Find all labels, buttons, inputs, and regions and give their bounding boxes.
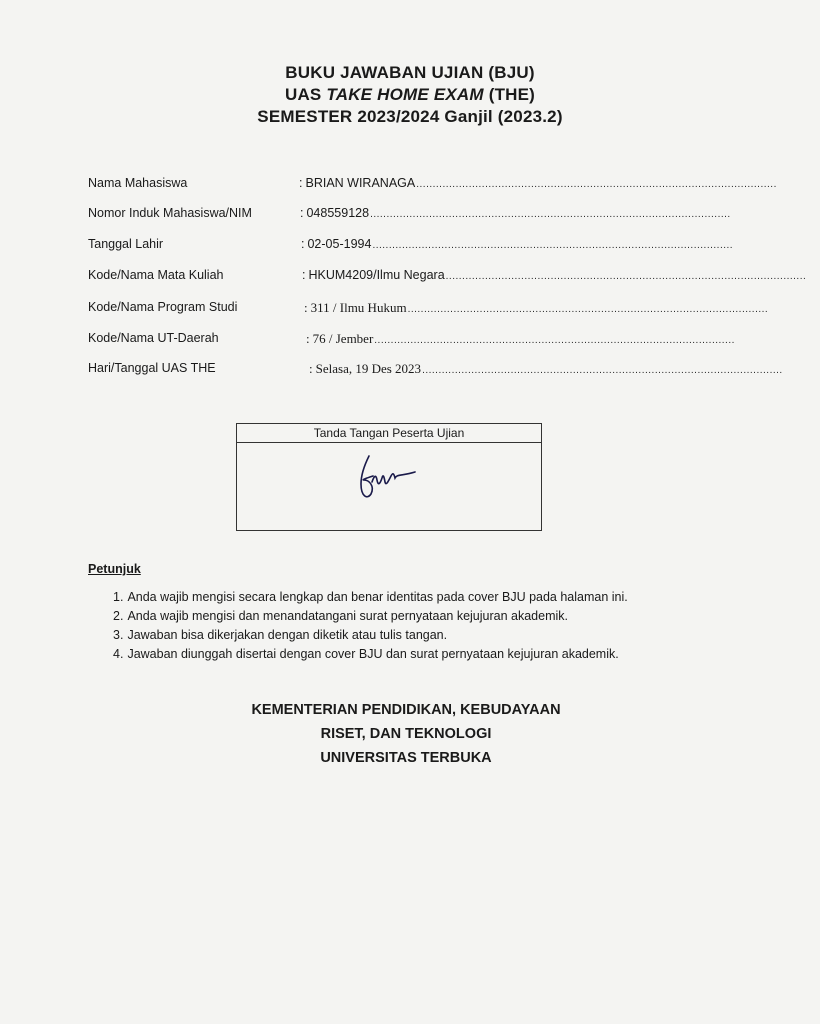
signature-box xyxy=(236,423,542,531)
field-hari-tanggal xyxy=(88,361,783,381)
instructions-list xyxy=(113,588,628,664)
field-value: : HKUM4209/Ilmu Negara .............................................................................................................. xyxy=(302,268,807,282)
institution-line: UNIVERSITAS TERBUKA xyxy=(320,750,492,766)
field-label: Tanggal Lahir xyxy=(88,237,164,251)
instructions-title: Petunjuk xyxy=(88,562,141,576)
field-nim xyxy=(88,206,731,226)
list-item: 4. Jawaban diunggah disertai dengan cover BJU dan surat pernyataan kejujuran akademik. xyxy=(113,647,619,661)
field-label: Kode/Nama Mata Kuliah xyxy=(88,268,224,282)
field-value: : 02-05-1994 .............................................................................................................. xyxy=(301,237,734,251)
header-title: BUKU JAWABAN UJIAN (BJU) xyxy=(285,63,535,82)
header-semester: SEMESTER 2023/2024 Ganjil (2023.2) xyxy=(257,107,563,126)
institution-line: RISET, DAN TEKNOLOGI xyxy=(320,726,492,742)
field-label: Kode/Nama UT-Daerah xyxy=(88,331,219,345)
field-value: : 311 / Ilmu Hukum .............................................................................................................. xyxy=(304,300,769,315)
field-label: Kode/Nama Program Studi xyxy=(88,300,238,314)
institution-line: KEMENTERIAN PENDIDIKAN, KEBUDAYAAN xyxy=(251,702,561,718)
handwritten-signature xyxy=(347,450,427,510)
field-value: : 76 / Jember .............................................................................................................. xyxy=(306,331,735,346)
field-value: : BRIAN WIRANAGA .............................................................................................................. xyxy=(299,176,777,190)
signature-heading: Tanda Tangan Peserta Ujian xyxy=(237,424,541,443)
field-nama-mahasiswa xyxy=(88,176,777,196)
field-mata-kuliah xyxy=(88,268,807,288)
document-header xyxy=(0,62,820,128)
field-label: Hari/Tanggal UAS THE xyxy=(88,361,216,375)
header-exam-type: UAS TAKE HOME EXAM (THE) xyxy=(284,85,536,104)
field-label: Nomor Induk Mahasiswa/NIM xyxy=(88,206,252,220)
field-program-studi xyxy=(88,300,769,320)
field-value: : Selasa, 19 Des 2023 .............................................................................................................. xyxy=(309,361,783,376)
field-tanggal-lahir xyxy=(88,237,734,257)
list-item: 3. Jawaban bisa dikerjakan dengan diketik atau tulis tangan. xyxy=(113,628,448,642)
field-ut-daerah xyxy=(88,331,735,351)
list-item: 2. Anda wajib mengisi dan menandatangani surat pernyataan kejujuran akademik. xyxy=(113,609,568,623)
field-value: : 048559128 .............................................................................................................. xyxy=(300,206,731,220)
list-item: 1. Anda wajib mengisi secara lengkap dan benar identitas pada cover BJU pada halaman ini. xyxy=(113,590,628,604)
field-label: Nama Mahasiswa xyxy=(88,176,188,190)
institution-footer xyxy=(0,698,812,770)
